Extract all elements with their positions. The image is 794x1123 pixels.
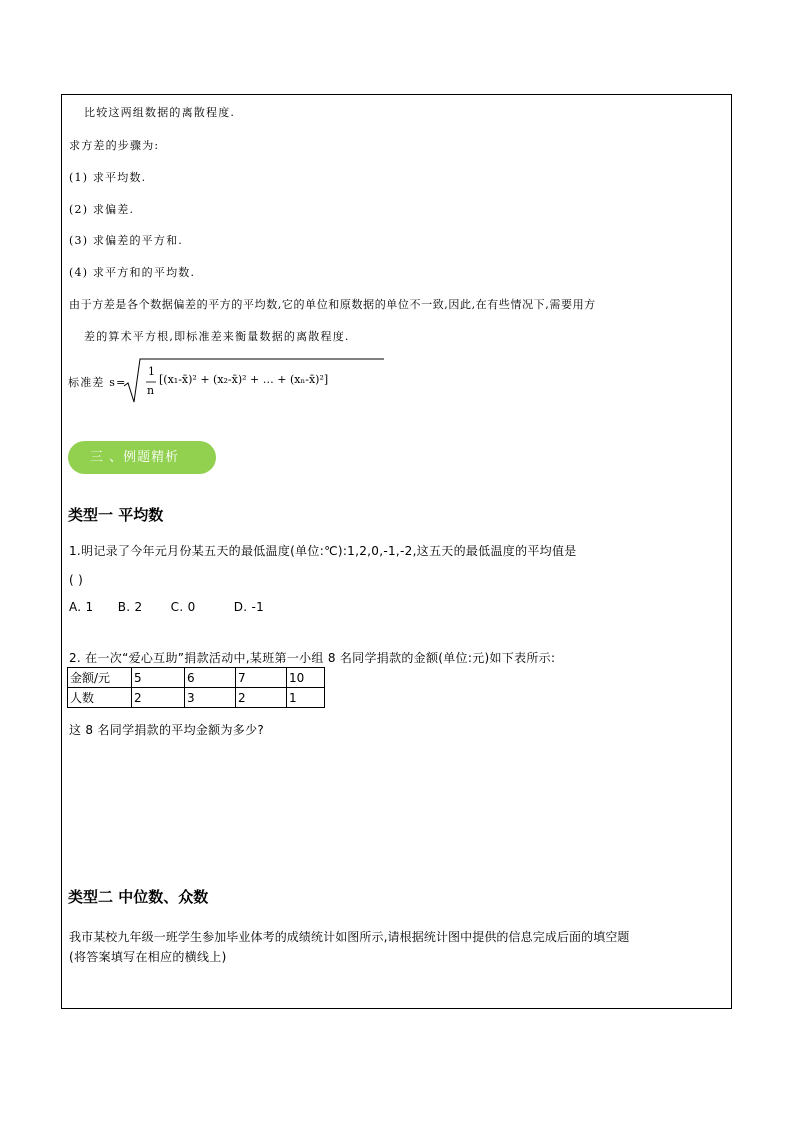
option-a: A. 1	[69, 600, 94, 614]
section-heading: 类型二 中位数、众数	[68, 888, 209, 906]
formula-body: [(x₁-x̄)² + (x₂-x̄)² + … + (xₙ-x̄)²]	[159, 373, 329, 386]
table-cell: 5	[132, 668, 185, 688]
donation-table	[67, 667, 325, 708]
section-heading: 类型一 平均数	[68, 506, 164, 524]
step-item: (2) 求偏差.	[69, 203, 135, 216]
question-text: 我市某校九年级一班学生参加毕业体考的成绩统计如图所示,请根据统计图中提供的信息完成后面的填空题	[69, 930, 630, 944]
paragraph-line: 由于方差是各个数据偏差的平方的平均数,它的单位和原数据的单位不一致,因此,在有些情况下,需要用方	[69, 298, 596, 311]
table-cell: 2	[236, 688, 287, 708]
table-cell: 人数	[68, 688, 132, 708]
table-row	[68, 668, 325, 688]
option-b: B. 2	[117, 600, 143, 614]
question-text: 1.明记录了今年元月份某五天的最低温度(单位:℃):1,2,0,-1,-2,这五天的最低温度的平均值是	[69, 544, 577, 558]
fraction-denominator: n	[147, 384, 155, 397]
table-cell: 2	[132, 688, 185, 708]
table-cell: 6	[185, 668, 236, 688]
section-pill-examples: 三 、例题精析	[68, 441, 216, 474]
formula-label: 标准差 s=	[68, 376, 127, 389]
option-c: C. 0	[170, 600, 196, 614]
answer-options	[69, 600, 264, 614]
table-cell: 10	[287, 668, 325, 688]
table-cell: 1	[287, 688, 325, 708]
step-item: (3) 求偏差的平方和.	[69, 234, 183, 247]
question-text: 这 8 名同学捐款的平均金额为多少?	[69, 723, 265, 737]
table-cell: 3	[185, 688, 236, 708]
step-item: (1) 求平均数.	[69, 171, 147, 184]
answer-blank: ( )	[69, 573, 84, 587]
question-text: 2. 在一次“爱心互助”捐款活动中,某班第一小组 8 名同学捐款的金额(单位:元)如下表所示:	[69, 651, 556, 665]
table-row	[68, 688, 325, 708]
question-text: (将答案填写在相应的横线上)	[69, 950, 227, 964]
text-line: 求方差的步骤为:	[69, 139, 160, 152]
fraction-numerator: 1	[148, 365, 155, 378]
table-cell: 7	[236, 668, 287, 688]
step-item: (4) 求平方和的平均数.	[69, 266, 196, 279]
text-line: 比较这两组数据的离散程度.	[84, 106, 236, 119]
paragraph-line: 差的算术平方根,即标准差来衡量数据的离散程度.	[84, 330, 350, 343]
table-cell: 金额/元	[68, 668, 132, 688]
std-dev-formula	[68, 356, 398, 406]
option-d: D. -1	[233, 600, 265, 614]
